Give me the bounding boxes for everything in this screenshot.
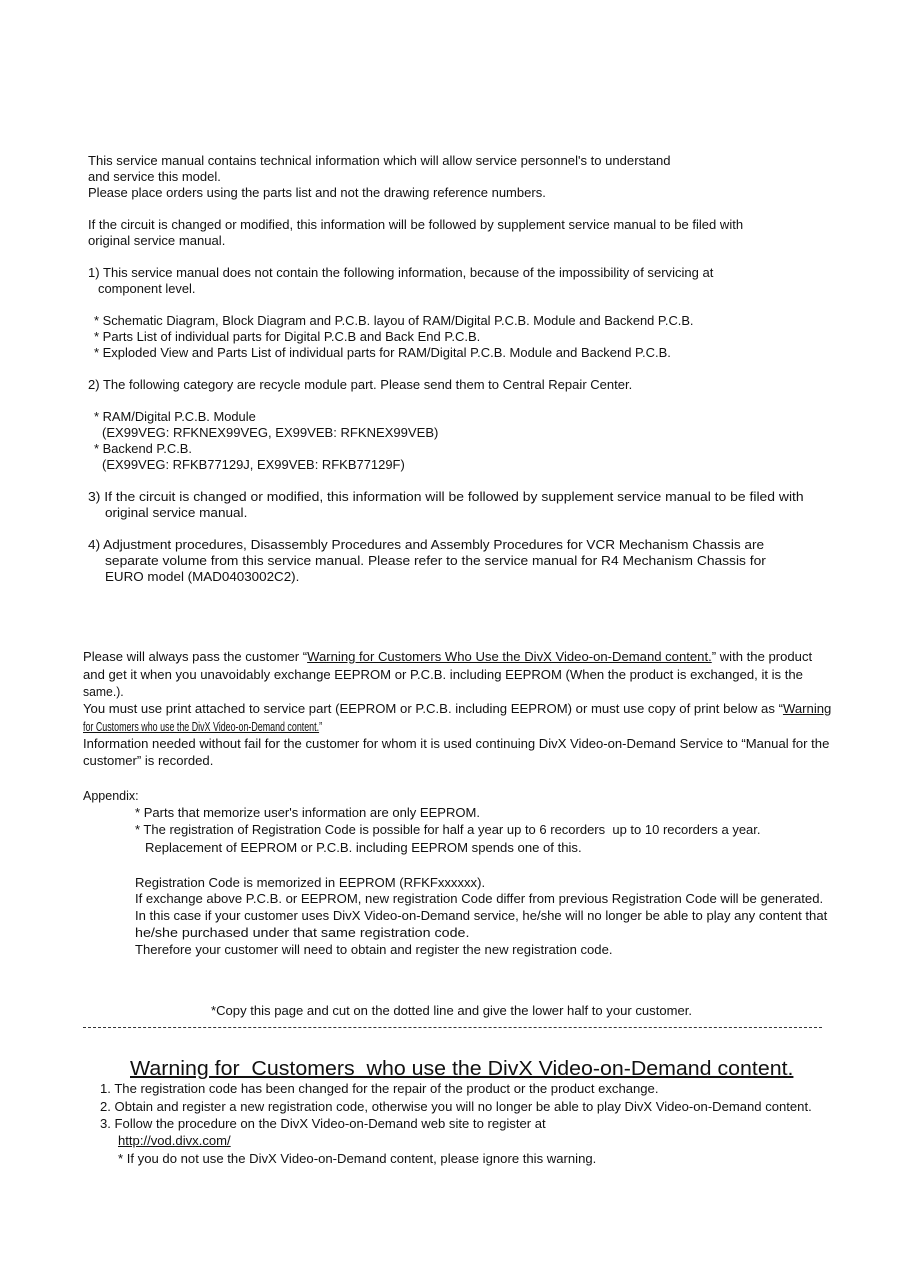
text-segment: customer” is recorded. (83, 753, 214, 768)
text-segment: 4) Adjustment procedures, Disassembly Procedures and Assembly Procedures for VCR Mechanism Chassis are (88, 537, 765, 552)
text-segment: * If you do not use the DivX Video-on-Demand content, please ignore this warning. (118, 1151, 597, 1166)
item2-line (102, 459, 405, 472)
text-segment: Please place orders using the parts list and not the drawing reference numbers. (88, 185, 546, 200)
warning-title (130, 1059, 793, 1079)
text-segment: component level. (98, 281, 196, 296)
text-segment: and service this model. (88, 169, 221, 184)
text-segment: You must use print attached to service part (EEPROM or P.C.B. including EEPROM) or must use copy of print below as “ (83, 701, 783, 716)
item2-bullet (94, 443, 192, 456)
text-segment: Appendix: (83, 788, 139, 803)
appendix-line (135, 927, 469, 940)
warning-item (100, 1118, 546, 1131)
text-segment: (EX99VEG: RFKNEX99VEG, EX99VEB: RFKNEX99VEB) (102, 425, 439, 440)
item2-bullet (94, 411, 256, 424)
appendix-line (135, 944, 612, 957)
intro-line (88, 219, 743, 232)
divx-line (83, 755, 213, 768)
text-segment: * Exploded View and Parts List of individual parts for RAM/Digital P.C.B. Module and Backend P.C.B. (94, 345, 671, 360)
text-segment: 1. The registration code has been changed for the repair of the product or the product exchange. (100, 1081, 659, 1096)
divx-line (83, 703, 831, 716)
text-segment: * Parts that memorize user's information are only EEPROM. (135, 805, 480, 820)
url-link[interactable]: http://vod.divx.com/ (118, 1133, 231, 1148)
appendix-line (135, 807, 480, 820)
text-segment: EURO model (MAD0403002C2). (105, 569, 300, 584)
text-segment: original service manual. (105, 505, 248, 520)
text-segment: * RAM/Digital P.C.B. Module (94, 409, 256, 424)
underlined-text: Warning (782, 701, 832, 716)
intro-line (88, 171, 221, 184)
text-segment: same.). (83, 684, 124, 699)
text-segment: and get it when you unavoidably exchange EEPROM or P.C.B. including EEPROM (When the product is exchanged, it is the (83, 667, 803, 682)
text-segment: Please will always pass the customer “ (83, 649, 308, 664)
intro-line (88, 155, 670, 168)
text-segment: (EX99VEG: RFKB77129J, EX99VEB: RFKB77129F) (102, 457, 405, 472)
text-segment: If exchange above P.C.B. or EEPROM, new registration Code differ from previous Registration Code will be generated. (135, 891, 824, 906)
cut-dotted-line (83, 1027, 822, 1028)
appendix-heading (83, 790, 139, 803)
appendix-line (135, 877, 485, 890)
warning-note (118, 1153, 596, 1166)
text-segment: 3. Follow the procedure on the DivX Video-on-Demand web site to register at (100, 1116, 546, 1131)
text-segment: Therefore your customer will need to obtain and register the new registration code. (135, 942, 613, 957)
text-segment: Information needed without fail for the customer for whom it is used continuing DivX Video-on-Demand Service to “Manual for the (83, 736, 830, 751)
item2-line (102, 427, 438, 440)
text-segment: *Copy this page and cut on the dotted line and give the lower half to your customer. (211, 1003, 693, 1018)
cut-note (211, 1005, 692, 1018)
item1-bullet (94, 315, 694, 328)
item4-line (105, 555, 766, 568)
text-segment: * The registration of Registration Code is possible for half a year up to 6 recorders up to 10 recorders a year. (135, 822, 761, 837)
text-segment: This service manual contains technical information which will allow service personnel's to understand (88, 153, 671, 168)
text-segment: ” with the product (711, 649, 813, 664)
intro-line (88, 187, 546, 200)
text-segment: Registration Code is memorized in EEPROM (RFKFxxxxxx). (135, 875, 486, 890)
text-segment: 1) This service manual does not contain the following information, because of the impossibility of servicing at (88, 265, 714, 280)
appendix-line (135, 910, 827, 923)
text-segment: If the circuit is changed or modified, this information will be followed by supplement service manual to be filed with (88, 217, 744, 232)
text-segment: Replacement of EEPROM or P.C.B. including EEPROM spends one of this. (145, 840, 582, 855)
item2-line (88, 379, 632, 392)
text-segment: he/she purchased under that same registration code. (135, 925, 470, 940)
text-segment: original service manual. (88, 233, 226, 248)
appendix-line (135, 824, 761, 837)
text-segment: * Parts List of individual parts for Digital P.C.B and Back End P.C.B. (94, 329, 481, 344)
underlined-text: for Customers who use the DivX Video-on-Demand content. (83, 719, 320, 734)
appendix-line (135, 893, 823, 906)
underlined-text: Warning for Customers Who Use the DivX Video-on-Demand content. (307, 649, 712, 664)
item3-line (105, 507, 247, 520)
text-segment: * Backend P.C.B. (94, 441, 192, 456)
text-segment: 2. Obtain and register a new registration code, otherwise you will no longer be able to play DivX Video-on-Demand content. (100, 1099, 812, 1114)
intro-line (88, 235, 225, 248)
warning-item (100, 1083, 658, 1096)
text-segment: separate volume from this service manual. Please refer to the service manual for R4 Mechanism Chassis for (105, 553, 766, 568)
item1-line (88, 267, 713, 280)
appendix-line (145, 842, 582, 855)
text-segment: * Schematic Diagram, Block Diagram and P.C.B. layou of RAM/Digital P.C.B. Module and Backend P.C.B. (94, 313, 694, 328)
divx-line (83, 651, 812, 664)
text-segment: 3) If the circuit is changed or modified, this information will be followed by supplement service manual to be filed with (88, 489, 804, 504)
text-segment: 2) The following category are recycle module part. Please send them to Central Repair Center. (88, 377, 633, 392)
divx-line (83, 669, 803, 682)
divx-line (83, 686, 124, 699)
item1-bullet (94, 331, 480, 344)
item1-line (98, 283, 196, 296)
item3-line (88, 491, 804, 504)
divx-line (83, 738, 829, 751)
text-segment: ” (319, 719, 323, 734)
item1-bullet (94, 347, 671, 360)
item4-line (105, 571, 299, 584)
divx-url-link (118, 1135, 231, 1148)
divx-line (83, 721, 322, 734)
warning-item (100, 1101, 812, 1114)
item4-line (88, 539, 764, 552)
underlined-text: Warning for Customers who use the DivX Video-on-Demand content. (130, 1058, 794, 1080)
text-segment: In this case if your customer uses DivX Video-on-Demand service, he/she will no longer be able to play any content that (135, 908, 828, 923)
